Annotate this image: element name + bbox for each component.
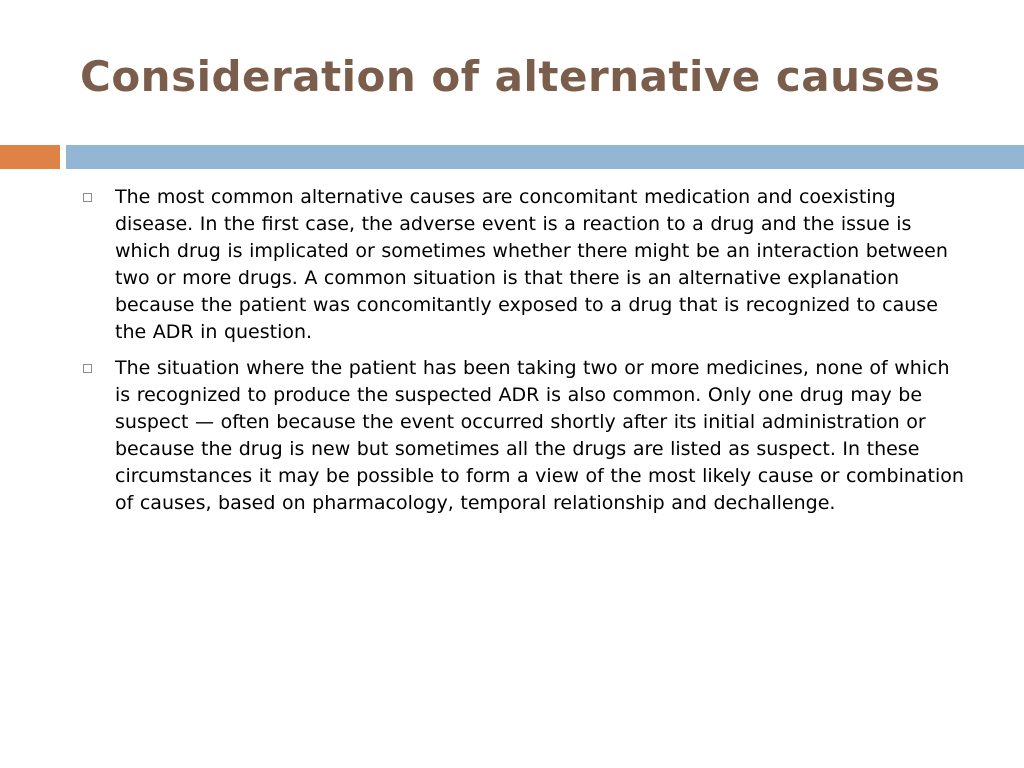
hollow-square-icon: [83, 364, 92, 373]
hollow-square-icon: [83, 193, 92, 202]
bullet-item: [80, 355, 970, 517]
bullet-list: [80, 184, 970, 526]
accent-bar-orange: [0, 145, 60, 169]
bullet-text: The situation where the patient has been taking two or more medicines, none of which is recognized to produce the suspected ADR is also common. Only one drug may be suspect — often because the event occurred shortly after its initial administration or because the drug is new but sometimes all the drugs are listed as suspect. In these circumstances it may be possible to form a view of the most likely cause or combination of causes, based on pharmacology, temporal relationship and dechallenge.: [115, 357, 964, 514]
accent-bar-blue: [66, 145, 1024, 169]
bullet-item: [80, 184, 970, 346]
slide-title: Consideration of alternative causes: [80, 52, 941, 101]
bullet-text: The most common alternative causes are concomitant medication and coexisting disease. In the first case, the adverse event is a reaction to a drug and the issue is which drug is implicated or sometimes whether there might be an interaction between two or more drugs. A common situation is that there is an alternative explanation because the patient was concomitantly exposed to a drug that is recognized to cause the ADR in question.: [115, 186, 948, 343]
